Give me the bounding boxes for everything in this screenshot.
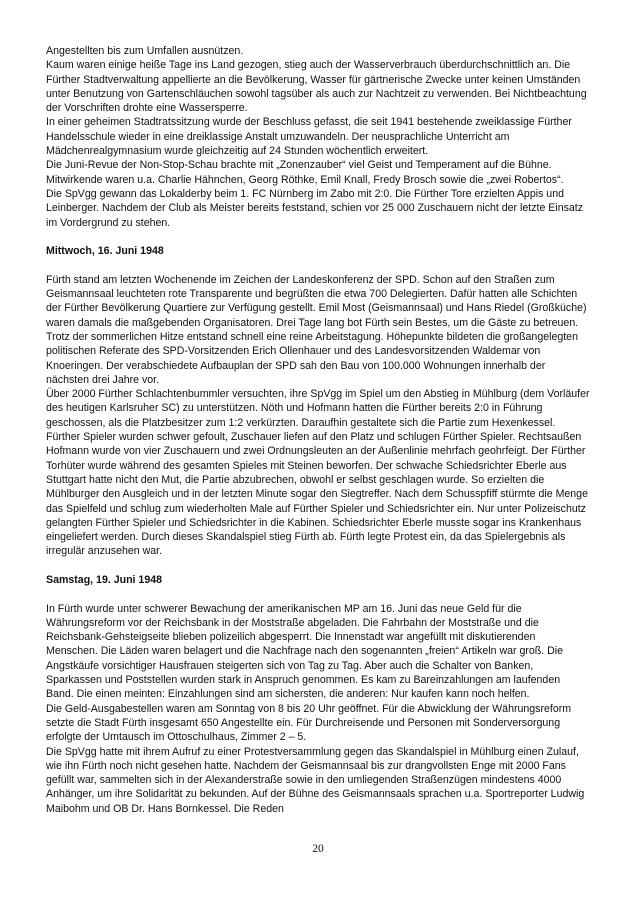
paragraph: Über 2000 Fürther Schlachtenbummler versuchten, ihre SpVgg im Spiel um den Abstieg in Mühlburg (dem Vorläufer des heutigen Karlsruher SC) zu unterstützen. Nöth und Hofmann hatten die Fürther bereits 2:0 in Führung geschossen, als die Platzbesitzer zum 1:2 verkürzten. Daraufhin gestaltete sich die Partie zum Hexenkessel. Fürther Spieler wurden schwer gefoult, Zuschauer liefen auf den Platz und schlugen Fürther Spieler. Rechtsaußen Hofmann wurde von vier Zuschauern und zwei Ordnungsleuten an der Außenlinie mehrfach geohrfeigt. Der Fürther Torhüter wurde während des gesamten Spieles mit Steinen beworfen. Der schwache Schiedsrichter Eberle aus Stuttgart hatte nicht den Mut, die Partie abzubrechen, obwohl er selbst geschlagen wurde. So erzielten die Mühlburger den Ausgleich und in der letzten Minute sogar den Siegtreffer. Nach dem Schusspfiff stürmte die Menge das Spielfeld und schlug zum wiederholten Male auf Fürther Spieler und Schiedsrichter ein. Nur unter Polizeischutz gelangten Fürther Spieler und Schiedsrichter in die Kabinen. Schiedsrichter Eberle musste sogar ins Krankenhaus eingeliefert werden. Durch dieses Skandalspiel stieg Fürth ab. Fürth legte Protest ein, da das Spielergebnis als irregulär anzusehen war.	[46, 388, 590, 558]
paragraph: Kaum waren einige heiße Tage ins Land gezogen, stieg auch der Wasserverbrauch überdurchschnittlich an. Die Fürther Stadtverwaltung appellierte an die Bevölkerung, Wasser für gärtnerische Zwecke unter keinen Umständen unter Benutzung von Gartenschläuchen sowohl tagsüber als auch zur Nachtzeit zu verwenden. Bei Nichtbeachtung der Vorschriften drohte eine Wassersperre.	[46, 59, 587, 115]
spacer	[46, 559, 590, 573]
paragraph: In einer geheimen Stadtratssitzung wurde der Beschluss gefasst, die seit 1941 bestehende zweiklassige Fürther Handelsschule wieder in eine dreiklassige Anstalt umzuwandeln. Der neusprachliche Unterricht am Mädchenrealgymnasium wurde gleichzeitig auf 24 Stunden wöchentlich erweitert.	[46, 116, 572, 158]
section-wednesday	[46, 244, 590, 559]
paragraph: Die Geld-Ausgabestellen waren am Sonntag von 8 bis 20 Uhr geöffnet. Für die Abwicklung der Währungsreform setzte die Stadt Fürth insgesamt 650 Angestellte ein. Für Durchreisende und Personen mit Sonderversorgung erfolgte der Umtausch im Ottoschulhaus, Zimmer 2 – 5.	[46, 702, 572, 744]
spacer	[46, 258, 590, 272]
spacer	[46, 230, 590, 244]
section-heading: Mittwoch, 16. Juni 1948	[46, 245, 164, 258]
section-saturday	[46, 573, 590, 816]
paragraph: Angestellten bis zum Umfallen ausnützen.	[46, 45, 244, 57]
paragraph: In Fürth wurde unter schwerer Bewachung der amerikanischen MP am 16. Juni das neue Geld für die Währungsreform vor der Reichsbank in der Moststraße abgeladen. Die Fahrbahn der Moststraße und die Reichsbank-Gehsteigseite blieben polizeilich abgesperrt. Die Innenstadt war angefüllt mit diskutierenden Menschen. Die Läden waren belagert und die Nachfrage nach den sogenannten „freien“ Artikeln war groß. Die Angstkäufe vorsichtiger Hausfrauen steigerten sich von Tag zu Tag. Aber auch die Schalter von Banken, Sparkassen und Poststellen wurden stark in Anspruch genommen. Es kam zu Bareinzahlungen am laufenden Band. Die einen meinten: Einzahlungen sind am sichersten, die anderen: Nur kaufen kann noch helfen.	[46, 602, 564, 701]
spacer	[46, 587, 590, 601]
intro-block	[46, 44, 590, 230]
paragraph: Die Juni-Revue der Non-Stop-Schau brachte mit „Zonenzauber“ viel Geist und Temperament auf die Bühne. Mitwirkende waren u.a. Charlie Hähnchen, Georg Röthke, Emil Knall, Fredy Brosch sowie die „zwei Robertos“.	[46, 159, 564, 186]
section-heading: Samstag, 19. Juni 1948	[46, 573, 163, 586]
paragraph: Fürth stand am letzten Wochenende im Zeichen der Landeskonferenz der SPD. Schon auf den Straßen zum Geismannsaal leuchteten rote Transparente und begrüßten die etwa 700 Delegierten. Dafür hatten alle Schichten der Fürther Bevölkerung Quartiere zur Verfügung gestellt. Emil Most (Geismannsaal) und Hans Riedel (Großküche) waren damals die maßgebenden Organisatoren. Drei Tage lang bot Fürth sein Bestes, um die Gäste zu betreuen. Trotz der sommerlichen Hitze entstand schnell eine reine Arbeitstagung. Höhepunkte bildeten die großangelegten politischen Referate des SPD-Vorsitzenden Erich Ollenhauer und des Landesvorsitzenden Waldemar von Knoeringen. Der verabschiedete Aufbauplan der SPD sah den Bau von 100.000 Wohnungen innerhalb der nächsten drei Jahre vor.	[46, 273, 587, 386]
paragraph: Die SpVgg hatte mit ihrem Aufruf zu einer Protestversammlung gegen das Skandalspiel in Mühlburg einen Zulauf, wie ihn Fürth noch nicht gesehen hatte. Nachdem der Geismannsaal bis zur drangvollsten Enge mit 2000 Fans gefüllt war, sammelten sich in der Alexanderstraße sowie in den umliegenden Straßenzügen mindestens 4000 Anhänger, um ihre Solidarität zu bekunden. Auf der Bühne des Geismannsaals sprachen u.a. Sportreporter Ludwig Maibohm und OB Dr. Hans Bornkessel. Die Reden	[46, 745, 585, 815]
page-number: 20	[312, 843, 324, 855]
paragraph: Die SpVgg gewann das Lokalderby beim 1. FC Nürnberg im Zabo mit 2:0. Die Fürther Tore erzielten Appis und Leinberger. Nachdem der Club als Meister bereits feststand, schien vor 25 000 Zuschauern nicht der letzte Einsatz im Vordergrund zu stehen.	[46, 187, 584, 229]
